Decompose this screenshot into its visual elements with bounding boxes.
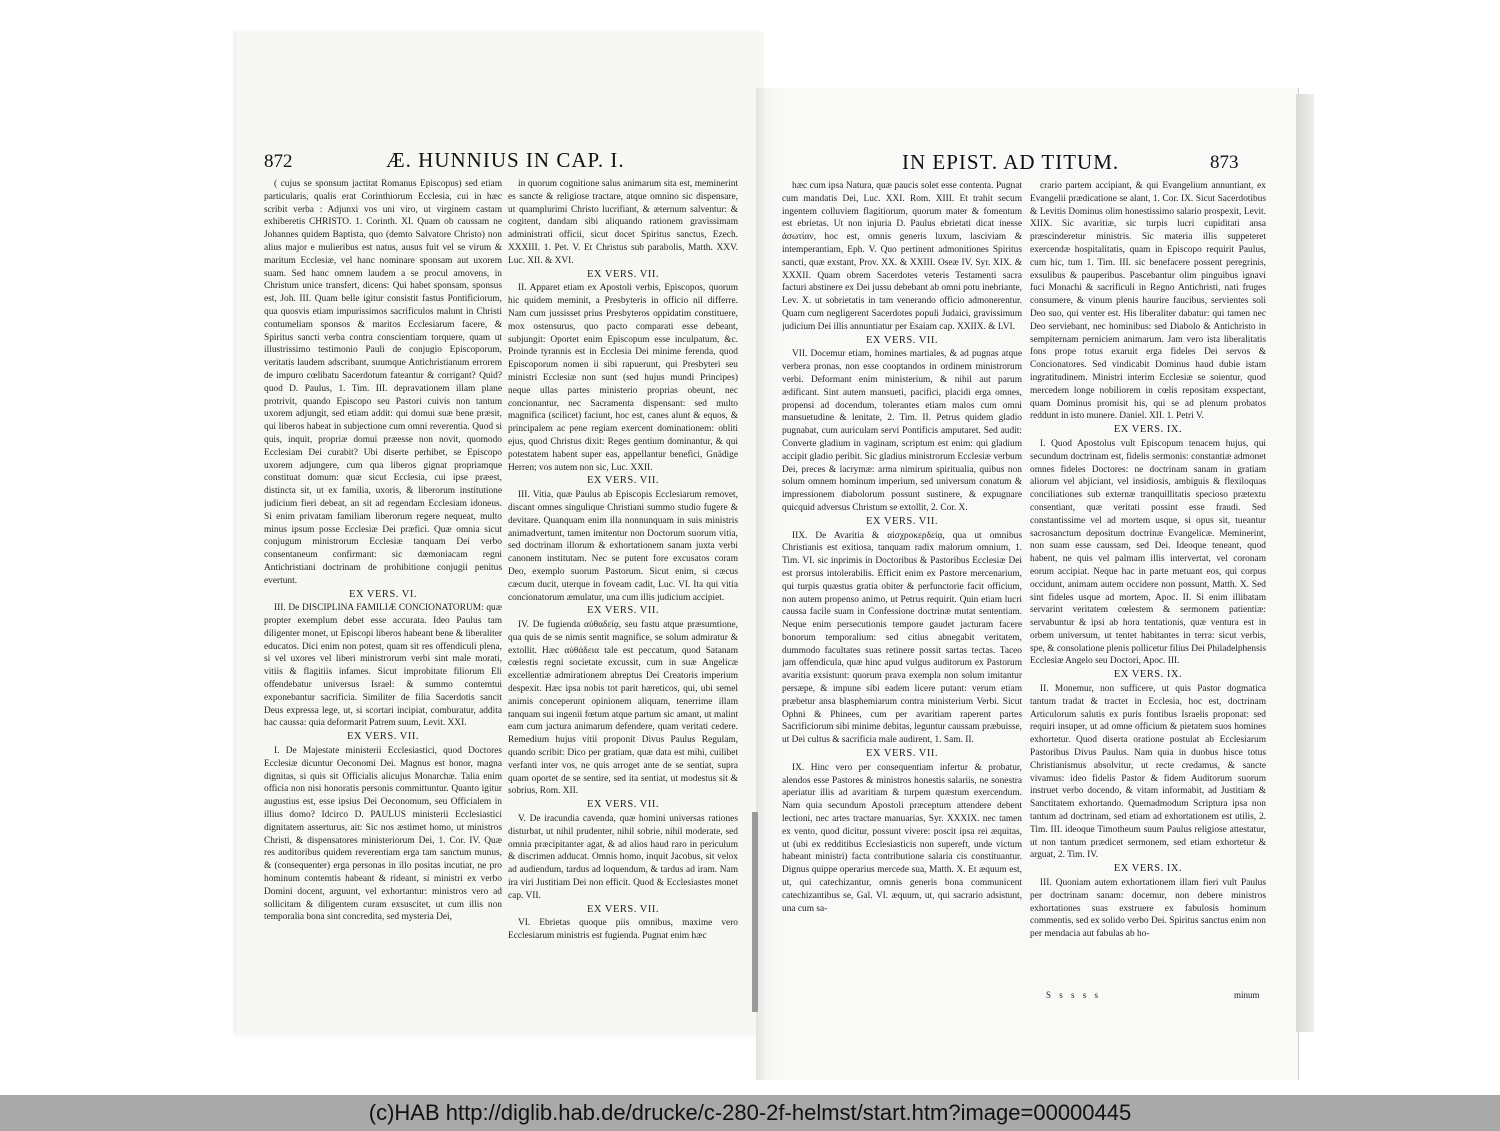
section-heading: EX VERS. IX. bbox=[1113, 863, 1183, 875]
copyright-footer bbox=[0, 1095, 1500, 1131]
paragraph: I. Quod Apostolus vult Episcopum tenacem hujus, qui secundum doctrinam est, fidelis sermonis: constantiæ admonet omnes fideles Doctores: ne doctrinam sanam in gratiam aliorum vel abjiciant, vel insidiosis, ambiguis & flexiloquas conciliationes sub externæ tranquillitatis specioso prætextu consentiant, quæ veritati possint esse fraudi. Sed constantissime vel ad mortem usque, si opus sit, tueantur sacrosanctum depositum doctrinæ Evangelicæ. Meminerint, non suam esse caussam, sed Dei. Ideoque teneant, quod habent, ne quis vel palmam illis intervertat, vel coronam eorum accipiat. Neque hac in parte metuant eos, qui corpus occidunt, animam autem occidere non possunt, Matth. X. Sed sint fideles usque ad mortem, Apoc. II. Si enim illibatam servarint veritatem cœlestem & sermonem patientiæ: servabuntur & ipsi ab hora tentationis, quæ ventura est in orbem universum, ut tentet habitantes in terra: sicut verbis, spe, & consolatione plenis pollicetur filius Dei Philadelphensis Ecclesiæ Angelo seu Doctori, Apoc. III. bbox=[1030, 438, 1266, 667]
section-heading: EX VERS. IX. bbox=[1113, 424, 1183, 436]
section-heading: EX VERS. VII. bbox=[865, 748, 939, 760]
catchword: minum bbox=[1234, 990, 1260, 1000]
paragraph: hæc cum ipsa Natura, quæ paucis solet esse contenta. Pugnat cum mandatis Dei, Luc. XXI. Rom. XIII. Et trahit secum ingentem colluviem flagitiorum, quorum mater & fomentum est ebrietas. Ut non injuria D. Paulus ebrietati dicat inesse ἀσωτίαν, hoc est, omnis generis luxum, lasciviam & intemperantiam, Eph. V. Quo pertinent admonitiones Spiritus sancti, quæ exstant, Prov. XX. & XXIII. Oseæ IV. Syr. XIX. & XXXII. Quam obrem Sacerdotes veteris Testamenti sacra facturi abstinere ex Dei jussu debebant ab omni potu inebriante, Lev. X. ut sobrietatis in tam venerando officio admonerentur. Quam cum negligerent Sacerdotes populi Judaici, gravissimum judicium Dei illis annuntiatur per Esaiam cap. XXIIX. & LVI. bbox=[782, 181, 1022, 332]
paragraph: crario partem accipiant, & qui Evangelium annuntiant, ex Evangelii prædicatione se alant, 1. Cor. IX. Sicut Sacerdotibus & Levitis Dominus olim honestissimo salario prospexit, Levit. XIIX. Sic avaritiæ, sic turpis lucri cupiditati ansa præscinderetur ministris. Sic materia illis suppeteret exercendæ hospitalitatis, quam in Episcopo requirit Paulus, cum hic, tum 1. Tim. III. sic benefacere possent peregrinis, exsulibus & pauperibus. Pascebantur olim pinguibus ignavi fuci Monachi & sacrificuli in Regno Antichristi, nati fruges consumere, & vinum plenis haurire faucibus, servientes soli Deo suo, qui venter est. His liberaliter dabatur: qui tamen nec Deo serviebant, nec hominibus: sed Diabolo & Antichristo in sempiternam perniciem animarum. Jam vero ista liberalitatis fons prope totus exaruit erga fideles Dei servos & Concionatores. Sed vindicabit Dominus haud dubie istam ingratitudinem. Ministri interim Ecclesiæ se soientur, quod mercedem longe nobiliorem in cœlis repositam exspectant, quam Dominus promisit his, qui se ad plenum probatos reddunt in isto munere. Daniel. XII. 1. Petri V. bbox=[1030, 181, 1266, 422]
scan-edge bbox=[1296, 94, 1314, 1032]
section-heading: EX VERS. VII. bbox=[586, 799, 660, 811]
paragraph: III. Vitia, quæ Paulus ab Episcopis Ecclesiarum removet, discant omnes singulique Christiani summo studio fugere & devitare. Quanquam enim illa nonnunquam in suis ministris animadvertunt, tamen imitentur non Doctorum suorum vitia, sed doctrinam illorum & exhortationem sanam juxta verbi canonem institutam. Nec se putent fore excusatos coram Deo, exemplo suorum Pastorum. Sicut enim, si cæcus cæcum ducit, uterque in foveam cadit, Luc. VI. Ita qui vitia concionatorum æmulatur, una cum illis judicium accipiet. bbox=[508, 490, 738, 603]
paragraph: II. Monemur, non sufficere, ut quis Pastor dogmatica tantum tradat & tractet in Ecclesia, hoc est, doctrinam Articulorum salutis ex puris fontibus Israelis proponat: sed requiri insuper, ut ad omne officium & pietatem suos homines exhortetur. Quod diserta oratione postulat ab Ecclesiarum Pastoribus Divus Paulus. Nam quia in duobus hisce totus Christianismus absolvitur, ut recte credamus, & sancte vivamus: ideo fidelis Pastor & fidem Auditorum suorum instruet verbo docendo, & vitam informabit, ad Justitiam & Sanctitatem exhortando. Quemadmodum Scriptura ipsa non tantum ad doctrinam, sed etiam ad exhortationem est utilis, 2. Tim. III. ideoque Timotheum suum Paulus religiose attestatur, ut non tantum prædicet sermonem, sed etiam exhortetur & arguat, 2. Tim. IV. bbox=[1030, 684, 1266, 861]
paragraph: in quorum cognitione salus animarum sita est, meminerint es sancte & religiose tractare, atque omnino sic dispensare, ut quamplurimi Christo lucrifiant, & æternum salventur: & cogitent, dandam sibi aliquando rationem gravissimam administrati officii, sicut docet Spiritus sanctus, Ezech. XXXIII. 1. Pet. V. Et Christus sub parabolis, Matth. XXV. Luc. XII. & XVI. bbox=[508, 179, 738, 266]
paragraph: III. Quoniam autem exhortationem illam fieri vult Paulus per doctrinam sanam: docemur, non debere ministros exhortationes suas exstruere ex fabulosis hominum commentis, sed ex solido verbo Dei. Spiritus sanctus enim non per mendacia aut fabulas ab ho- bbox=[1030, 878, 1266, 940]
source-credit[interactable]: (c)HAB http://diglib.hab.de/drucke/c-280-2f-helmst/start.htm?image=00000445 bbox=[368, 1100, 1132, 1125]
text-column-right bbox=[1030, 180, 1266, 988]
section-heading: EX VERS. VII. bbox=[586, 605, 660, 617]
right-page bbox=[758, 88, 1299, 1080]
paragraph: V. De iracundia cavenda, quæ homini universas rationes disturbat, ut nihil prudenter, nihil sobrie, nihil moderate, sed omnia præcipitanter agat, & ad alios haud raro in periculum & discrimen adducat. Omnis homo, inquit Jacobus, sit velox ad audiendum, tardus ad loquendum, & tardus ad iram. Nam ira viri Justitiam Dei non efficit. Quod & Ecclesiastes monet cap. VII. bbox=[508, 814, 738, 901]
paragraph: I. De Majestate ministerii Ecclesiastici, quod Doctores Ecclesiæ dicuntur Oeconomi Dei. Magnus est honor, magna dignitas, si quis sit Officialis alicujus Monarchæ. Talia enim officia non nisi honoratis personis committuntur. Quanto igitur augustius est, esse ipsius Dei Oeconomum, seu Officialem in illius domo? Idcirco D. PAULUS ministerii Ecclesiastici dignitatem asserturus, ait: Sic nos æstimet homo, ut ministros Christi, & dispensatores ministeriorum Dei, 1. Cor. IV. Quæ res auditoribus quidem reverentiam erga tam sanctum munus, & (consequenter) erga personas in illo positas incutiat, ne pro hominum contemtis habeant & rideant, si ministri ex verbo Domini docent, arguunt, vel exhortantur: ministros vero ad sollicitam & diligentem curam exsuscitet, ut cum illis non temporalia bona sint concredita, sed mysteria Dei, bbox=[264, 746, 502, 923]
paragraph: VII. Docemur etiam, homines martiales, & ad pugnas atque verbera pronas, non esse cooptandos in ordinem ministrorum verbi. Deformant enim ministerium, & nihil aut parum ædificant. Sint autem mansueti, pacifici, placidi erga omnes, propensi ad docendum, tolerantes etiam malos cum omni mansuetudine & lenitate, 2. Tim. II. Petrus quidem gladio pugnabat, cum auriculam servi Pontificis amputaret. Sed audit: Converte gladium in vaginam, scriptum est enim: qui gladium accipit gladio peribit. Sic gladius ministrorum Ecclesiæ verbum Dei, preces & lacrymæ: arma nimirum spiritualia, quibus non solum omnem hominum imperium, sed universum conatum & impressionem diabolorum possunt sustinere, & expugnare quicquid adversus Christum se extollit, 2. Cor. X. bbox=[782, 349, 1022, 513]
paragraph: VI. Ebrietas quoque piis omnibus, maxime vero Ecclesiarum ministris est fugienda. Pugnat enim hæc bbox=[508, 918, 738, 942]
left-page bbox=[236, 32, 764, 1035]
signature-mark: S s s s s bbox=[1046, 990, 1102, 1000]
section-heading: EX VERS. VII. bbox=[865, 334, 939, 346]
section-heading: EX VERS. IX. bbox=[1113, 669, 1183, 681]
running-head: Æ. HUNNIUS IN CAP. I. bbox=[386, 148, 625, 172]
paragraph: ( cujus se sponsum jactitat Romanus Episcopus) sed etiam particularis, qualis erat Corinthiorum Ecclesia, cui in hæc scribit verba : Adjunxi vos uni viro, ut virginem castam exhiberetis CHRISTO. 1. Corinth. XI. Quam ob caussam ne Johannes quidem Baptista, quo (demto Salvatore Christo) non alius major e mulieribus est natus, ausus fuit vel se virum & maritum Ecclesiæ, vel hanc nominare sponsam aut uxorem suam. Sed hanc omnem laudem a se procul amovens, in Christum unice transfert, dicens: Qui habet sponsam, sponsus est, Joh. III. Quam belle igitur consistit fastus Pontificiorum, qua quosvis etiam impurissimos sacrificulos malunt in Christi contumeliam sponsos & maritos Ecclesiarum facere, & Spiritus sancti verba contra conscientiam torquere, quam ut illustrissimo testimonio Pauli de conjugio Episcoporum, veritatis laudem adscribant, suumque Antichristianum errorem de impuro cœlibatu Sacerdotum fateantur & corrigant? Quid? quod D. Paulus, 1. Tim. III. depravationem illam plane protrivit, quando Episcopo seu Pastori cuivis non tantum uxorem adjungit, sed etiam addit: qui domui suæ bene præsit, qui liberos habeat in subjectione cum omni reverentia. Quod si quis, inquit, propriæ domui præesse non novit, quomodo Ecclesiam Dei curabit? Ubi diserte perhibet, se Episcopo uxorem adjungere, cum qua liberos gignat propriamque constituat domum: quæ sicut Ecclesia, cui ipse præest, distincta sit, ut ex familia, uxoris, & liberorum institutione judicium fieri debeat, an sit ad regendam Ecclesiam idoneus. Si enim privatam familiam liberorum regere nequeat, multo minus ipsum posse Ecclesiæ Dei præfici. Quæ omnia sicut conjugum ministrorum Ecclesiæ tanquam Dei verbo consentaneum confirmant: sic dæmoniacam regni Antichristiani doctrinam de prohibitione conjugii penitus evertunt. bbox=[264, 179, 502, 586]
text-column-right bbox=[508, 178, 738, 1008]
page-number: 872 bbox=[264, 151, 293, 172]
page-number: 873 bbox=[1210, 152, 1239, 173]
text-column-left bbox=[782, 180, 1022, 998]
section-heading: EX VERS. VII. bbox=[346, 731, 420, 743]
paragraph: IIX. De Avaritia & αἰσχροκερδείᾳ, qua ut omnibus Christianis est exitiosa, tanquam radix malorum omnium, 1. Tim. VI. sic inprimis in Doctoribus & Pastoribus Ecclesiæ Dei est prorsus intolerabilis. Efficit enim ex Pastore mercenarium, qui turpis quæstus gratia obiter & perfunctorie facit officium, non autem propenso animo, ut Petrus requirit. Quin etiam lucri caussa facile suam in Confessione doctrinæ mutat sententiam. Neque enim persecutionis tempore gaudet jacturam facere bonorum temporalium: sed citius abnegabit veritatem, dummodo facultates suas retinere possit sartas tectas. Taceo jam offendicula, quæ hinc apud vulgus auditorum ex Pastorum avaritia exsistunt: quorum prava exempla non solum imitantur persæpe, & impune sibi eadem licere putant: verum etiam præbetur ansa blasphemiarum contra ministerium Verbi. Sicut Ophni & Phinees, cum per avaritiam raperent partes Sacrificiorum sibi minime debitas, leguntur caussam præbuisse, ut Dei cultus & sacrificia male audirent, 1. Sam. II. bbox=[782, 530, 1022, 746]
book-gutter bbox=[756, 88, 780, 1080]
section-heading: EX VERS. VII. bbox=[586, 268, 660, 280]
paragraph: III. De DISCIPLINA FAMILIÆ CONCIONATORUM: quæ propter exemplum debet esse accurata. Ideo Paulus tam diligenter monet, ut Episcopi liberos habeant bene & liberaliter educatos. Dici enim non potest, quam sit res offendiculi plena, si vel uxores vel liberi ministrorum verbi sint male morati, vitiis & flagitiis infames. Sicut improbitate filiorum Eli offendebatur universus Israel: & summo contemtui exponebantur sacrificia. Similiter de filia Sacerdotis sancit Deus expressa lege, ut, si scortari incipiat, comburatur, addita hac caussa: quia deformarit Patrem suum, Levit. XXI. bbox=[264, 603, 502, 729]
paragraph: II. Apparet etiam ex Apostoli verbis, Episcopos, quorum hic quidem meminit, a Presbyteris in officio nil differre. Nam cum jussisset prius Presbyteros oppidatim constituere, mox ostensurus, quo pacto comparati esse debeant, subjungit: Oportet enim Episcopum esse inculpatum, &c. Proinde tyrannis est in Ecclesia Dei minime ferenda, quod Episcoporum nomen ii sibi rapuerunt, qui Presbyteri seu ministri Ecclesiæ non sunt (sed hujus mundi Principes) neque ullas partes ministerio proprias obeunt, nec concionantur, nec Sacramenta dispensant: sed multo magnifica (scilicet) faciunt, hoc est, canes alunt & equos, & principalem ac pene regiam exercent dominationem: obliti ejus, quod Christus dixit: Reges gentium dominantur, & qui potestatem habent super eas, appellantur benefici, Gnädige Herren; vos autem non sic, Luc. XXII. bbox=[508, 283, 738, 473]
section-heading: EX VERS. VII. bbox=[865, 515, 939, 527]
section-heading: EX VERS. VII. bbox=[586, 903, 660, 915]
paragraph: IX. Hinc vero per consequentiam infertur & probatur, alendos esse Pastores & ministros honestis salariis, ne sonestra aperiatur illis ad avaritiam & turpem quæstum exercendum. Nam quia secundum Apostoli præceptum attendere debent lectioni, nec artes tractare manuarias, Syr. XXXIX. nec tamen ex vento, quod dicitur, possunt vivere: poscit ipsa rei æquitas, ut (ubi ex redditibus Ecclesiasticis non supereft, unde victum habeant ministri) facta contributione salaria cis constituantur. Dignus quippe operarius mercede sua, Matth. X. Et æquum est, ut, qui catechizantur, omnis generis bona communicent catechizantibus se, Gal. VI. æquum, ut, qui sacrario adsistunt, una cum sa- bbox=[782, 762, 1022, 914]
binding-shadow bbox=[752, 812, 758, 1012]
paragraph: IV. De fugienda αὐθαδείᾳ, seu fastu atque præsumtione, qua quis de se nimis sentit magnifice, se solum admiratur & extollit. Hæc αὐθάδεια tale est peccatum, quod Satanam cœlestis regni societate excussit, cum in suæ Angelicæ excellentiæ admirationem abreptus Dei Creatoris imperium despexit. Hæc ipsa nobis tot parit hæreticos, qui, ubi semel animis conceperunt opinionem aliquam, tenerrime illam tanquam sui ingenii fœtum atque partum sic amant, ut malint eam cum jactura animarum defendere, quam veritati cedere. Remedium hujus vitii proponit Divus Paulus Regulam, quando scribit: Dico per gratiam, quæ data est mihi, cuilibet verfanti inter vos, ne quis arroget ante de se sentiat, supra quam oportet de se sentire, sed ita sentiat, ut modestus sit & sobrius, Rom. XII. bbox=[508, 620, 738, 797]
text-column-left bbox=[264, 178, 502, 1008]
section-heading: EX VERS. VI. bbox=[348, 588, 418, 600]
section-heading: EX VERS. VII. bbox=[586, 475, 660, 487]
running-head: IN EPIST. AD TITUM. bbox=[902, 150, 1120, 174]
